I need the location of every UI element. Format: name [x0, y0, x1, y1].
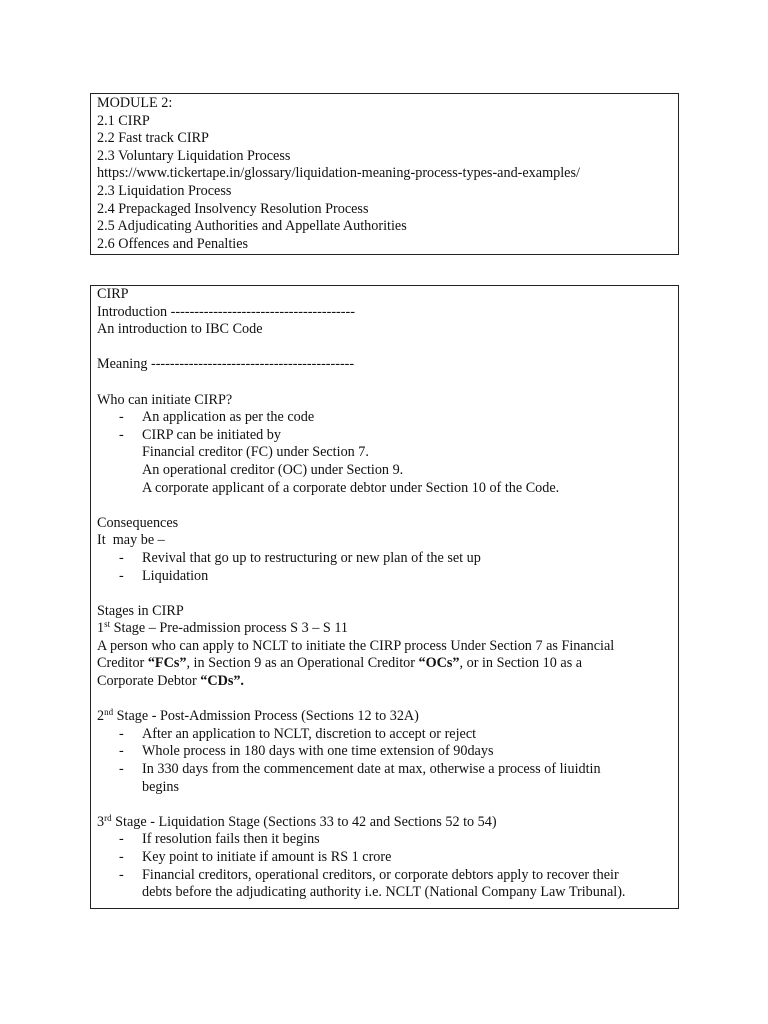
list-item: [97, 849, 672, 867]
stage-3-heading: 3rd Stage - Liquidation Stage (Sections 33 to 42 and Sections 52 to 54): [97, 812, 497, 830]
list-item: [97, 831, 672, 849]
spacer: [97, 796, 672, 814]
module-item: 2.6 Offences and Penalties: [97, 235, 249, 252]
bullet-dash: -: [119, 831, 124, 848]
list-subline: debts before the adjudicating authority i.e. NCLT (National Company Law Tribunal).: [142, 884, 626, 901]
intro-text: An introduction to IBC Code: [97, 321, 263, 338]
list-subline: begins: [142, 778, 180, 795]
list-item-text: If resolution fails then it begins: [142, 831, 320, 848]
consequences-heading: Consequences: [97, 514, 179, 531]
spacer: [97, 585, 672, 603]
consequences-intro: It may be –: [97, 532, 165, 549]
bullet-dash: -: [119, 743, 124, 760]
module-link[interactable]: https://www.tickertape.in/glossary/liquidation-meaning-process-types-and-examples/: [97, 165, 580, 182]
list-subline: Financial creditor (FC) under Section 7.: [142, 444, 369, 461]
list-subline: An operational creditor (OC) under Section 9.: [142, 461, 404, 478]
bullet-dash: -: [119, 725, 124, 742]
spacer: [97, 374, 672, 392]
list-item-text: In 330 days from the commencement date at max, otherwise a process of liuidtin: [142, 761, 601, 778]
list-item: [97, 409, 672, 427]
module-item: 2.3 Liquidation Process: [97, 182, 232, 199]
list-item-text: An application as per the code: [142, 409, 315, 426]
spacer: [97, 497, 672, 515]
stage-1-text: A person who can apply to NCLT to initiate the CIRP process Under Section 7 as Financial: [97, 637, 615, 654]
stage-1-heading: 1st Stage – Pre-admission process S 3 – S 11: [97, 619, 348, 637]
meaning-heading: Meaning -------------------------------------------: [97, 356, 355, 373]
list-item-text: Revival that go up to restructuring or new plan of the set up: [142, 549, 481, 566]
list-item-text: Key point to initiate if amount is RS 1 crore: [142, 849, 392, 865]
stages-heading: Stages in CIRP: [97, 602, 184, 619]
module-heading: MODULE 2:: [97, 95, 173, 111]
module-item: 2.5 Adjudicating Authorities and Appellate Authorities: [97, 218, 407, 235]
cirp-box: [90, 285, 679, 909]
stage-1-text: Corporate Debtor “CDs”.: [97, 673, 244, 690]
bullet-dash: -: [119, 549, 124, 566]
stage-2-heading: 2nd Stage - Post-Admission Process (Sections 12 to 32A): [97, 707, 419, 725]
list-item-text: CIRP can be initiated by: [142, 426, 281, 443]
list-subline: A corporate applicant of a corporate debtor under Section 10 of the Code.: [142, 479, 560, 496]
list-item: [97, 743, 672, 761]
bullet-dash: -: [119, 866, 124, 883]
module-box: [90, 93, 679, 255]
module-item: 2.4 Prepackaged Insolvency Resolution Process: [97, 200, 369, 217]
intro-heading: Introduction ---------------------------------------: [97, 303, 355, 320]
list-item-text: Financial creditors, operational creditors, or corporate debtors apply to recover their: [142, 866, 619, 883]
bullet-dash: -: [119, 761, 124, 778]
bullet-dash: -: [119, 426, 124, 443]
list-item-text: Whole process in 180 days with one time extension of 90days: [142, 743, 494, 760]
list-item: [97, 761, 672, 779]
module-item: 2.2 Fast track CIRP: [97, 130, 209, 147]
list-item: [97, 568, 672, 586]
list-item: [97, 867, 672, 885]
module-item: 2.3 Voluntary Liquidation Process: [97, 147, 291, 164]
bullet-dash: -: [119, 409, 124, 426]
bullet-dash: -: [119, 849, 124, 865]
list-item-text: After an application to NCLT, discretion to accept or reject: [142, 725, 477, 742]
spacer: [97, 339, 672, 357]
spacer: [97, 691, 672, 709]
list-item-text: Liquidation: [142, 567, 209, 584]
list-item: [97, 550, 672, 568]
module-item: 2.1 CIRP: [97, 112, 150, 129]
cirp-title: CIRP: [97, 286, 129, 302]
list-item: [97, 427, 672, 445]
list-item: [97, 726, 672, 744]
who-heading: Who can initiate CIRP?: [97, 391, 233, 408]
bullet-dash: -: [119, 567, 124, 584]
stage-1-text: Creditor “FCs”, in Section 9 as an Operational Creditor “OCs”, or in Section 10 as a: [97, 655, 583, 672]
